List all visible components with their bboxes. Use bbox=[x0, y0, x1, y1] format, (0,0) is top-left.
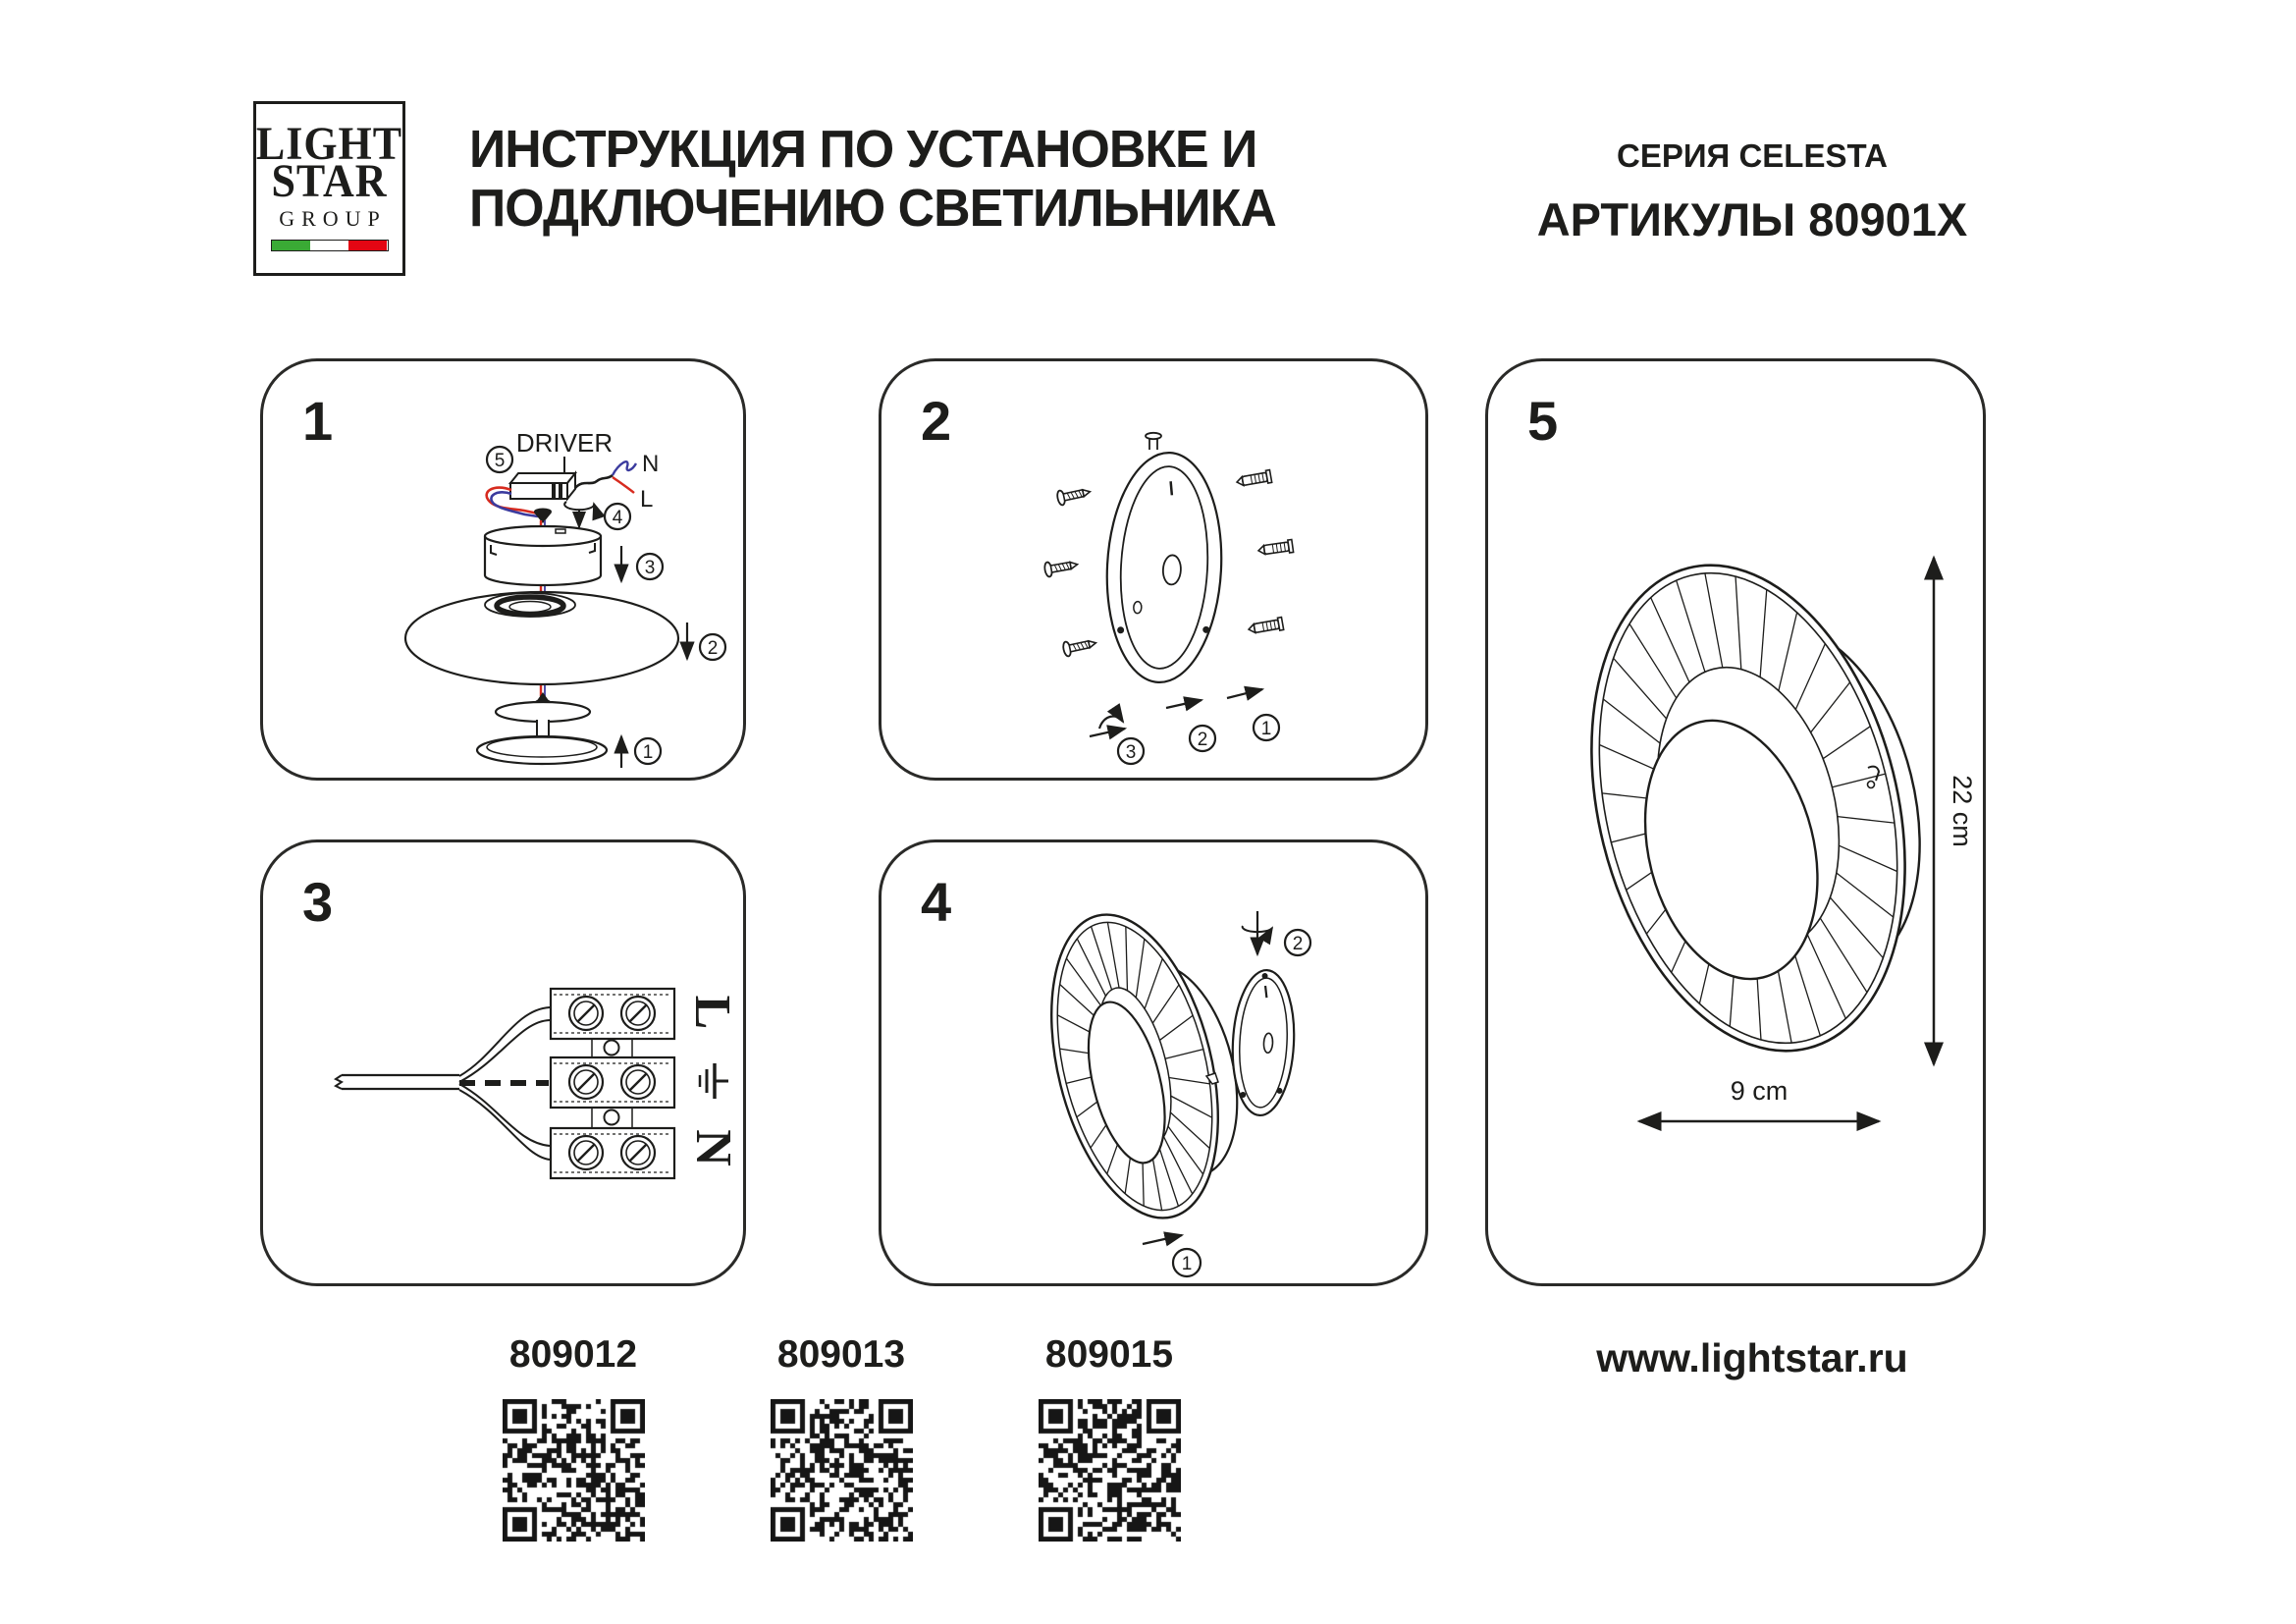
step1-diagram bbox=[263, 361, 749, 784]
badge-3 bbox=[637, 554, 663, 579]
svg-text:2: 2 bbox=[1197, 730, 1208, 750]
right-arrow-icon bbox=[1227, 689, 1262, 698]
step5-dimension-diagram bbox=[1488, 361, 1989, 1289]
badge-4 bbox=[605, 504, 630, 529]
top-screw bbox=[1146, 433, 1161, 450]
svg-text:2: 2 bbox=[707, 638, 719, 659]
logo-star: STAR bbox=[271, 155, 388, 207]
badge-1 bbox=[635, 738, 661, 764]
badge-1 bbox=[1173, 1249, 1201, 1276]
page-title bbox=[469, 120, 1276, 238]
mains-cable bbox=[575, 461, 636, 493]
earth-symbol-icon bbox=[700, 1063, 728, 1099]
article-code-2: 809013 bbox=[776, 1333, 906, 1376]
step2-panel bbox=[879, 358, 1428, 781]
step3-number: 3 bbox=[302, 871, 334, 933]
rotate-icon bbox=[1243, 911, 1272, 954]
badge-5 bbox=[487, 447, 512, 472]
logo-light: LIGHT bbox=[255, 118, 403, 170]
right-arrow-icon bbox=[1143, 1235, 1182, 1244]
wall-anchor-icon bbox=[1248, 618, 1284, 636]
svg-text:2: 2 bbox=[1292, 934, 1304, 954]
strip-hole bbox=[605, 1110, 619, 1125]
mounting-ring bbox=[1229, 968, 1298, 1116]
diffuser-assembly bbox=[477, 692, 607, 764]
step3-wiring-diagram bbox=[263, 842, 749, 1289]
lightstar-logo bbox=[253, 101, 405, 276]
width-dimension-label: 9 cm bbox=[1730, 1076, 1789, 1106]
svg-text:1: 1 bbox=[1260, 719, 1272, 739]
strip-hole bbox=[605, 1041, 619, 1056]
article-code-3: 809015 bbox=[1044, 1333, 1174, 1376]
articles-label: АРТИКУЛЫ 80901X bbox=[1536, 193, 1968, 245]
height-dimension-label: 22 cm bbox=[1948, 775, 1977, 847]
terminal-block-n bbox=[551, 1128, 674, 1178]
title-line-2: ПОДКЛЮЧЕНИЮ СВЕТИЛЬНИКА bbox=[469, 179, 1276, 238]
wire-l-label: L bbox=[640, 486, 654, 513]
svg-text:5: 5 bbox=[494, 451, 506, 471]
step4-panel bbox=[879, 839, 1428, 1286]
svg-text:4: 4 bbox=[612, 508, 623, 528]
screw-icon bbox=[1056, 484, 1092, 506]
driver-box bbox=[510, 473, 575, 499]
series-label: СЕРИЯ CELESTA bbox=[1616, 137, 1889, 174]
italian-flag-icon bbox=[271, 240, 389, 251]
step1-panel bbox=[260, 358, 746, 781]
screw-icon bbox=[1043, 557, 1079, 577]
article-code-1: 809012 bbox=[508, 1333, 638, 1376]
step1-number: 1 bbox=[302, 390, 334, 452]
screw-icon bbox=[1062, 635, 1097, 657]
badge-2 bbox=[700, 634, 725, 660]
svg-text:1: 1 bbox=[642, 742, 654, 763]
title-line-1: ИНСТРУКЦИЯ ПО УСТАНОВКЕ И bbox=[469, 120, 1257, 179]
label-n: N bbox=[685, 1129, 741, 1166]
right-arrow-icon bbox=[1166, 700, 1201, 708]
wall-anchor-icon bbox=[1257, 540, 1293, 558]
badge-1 bbox=[1254, 715, 1279, 740]
svg-text:3: 3 bbox=[1125, 742, 1137, 763]
step2-number: 2 bbox=[921, 390, 952, 452]
supply-cable bbox=[336, 1007, 550, 1160]
ribbed-shade bbox=[1023, 897, 1247, 1235]
step5-panel bbox=[1485, 358, 1986, 1286]
mounting-plate bbox=[1101, 450, 1227, 685]
step2-diagram bbox=[881, 361, 1431, 784]
svg-text:1: 1 bbox=[1181, 1254, 1193, 1274]
badge-3 bbox=[1118, 738, 1144, 764]
logo-group: GROUP bbox=[279, 206, 387, 231]
svg-text:3: 3 bbox=[644, 558, 656, 578]
step3-panel bbox=[260, 839, 746, 1286]
wire-n-label: N bbox=[642, 451, 660, 477]
ceiling-canopy bbox=[485, 526, 601, 585]
badge-2 bbox=[1190, 726, 1215, 751]
step4-number: 4 bbox=[921, 871, 952, 933]
step5-number: 5 bbox=[1527, 390, 1559, 452]
twist-arrow-icon bbox=[1090, 717, 1125, 736]
driver-label: DRIVER bbox=[515, 428, 614, 458]
terminal-block-earth bbox=[551, 1057, 674, 1108]
lamp-shade bbox=[405, 592, 678, 684]
step4-diagram bbox=[881, 842, 1431, 1289]
terminal-block-l bbox=[551, 989, 674, 1039]
qr-code-809013 bbox=[771, 1399, 913, 1542]
website-link[interactable]: www.lightstar.ru bbox=[1596, 1335, 1908, 1380]
rotate-icon bbox=[564, 502, 594, 527]
qr-code-809015 bbox=[1039, 1399, 1181, 1542]
ribbed-shade bbox=[1544, 532, 1953, 1085]
qr-code-809012 bbox=[503, 1399, 645, 1542]
badge-2 bbox=[1285, 930, 1310, 955]
label-l: L bbox=[684, 995, 740, 1030]
wall-anchor-icon bbox=[1236, 470, 1272, 489]
